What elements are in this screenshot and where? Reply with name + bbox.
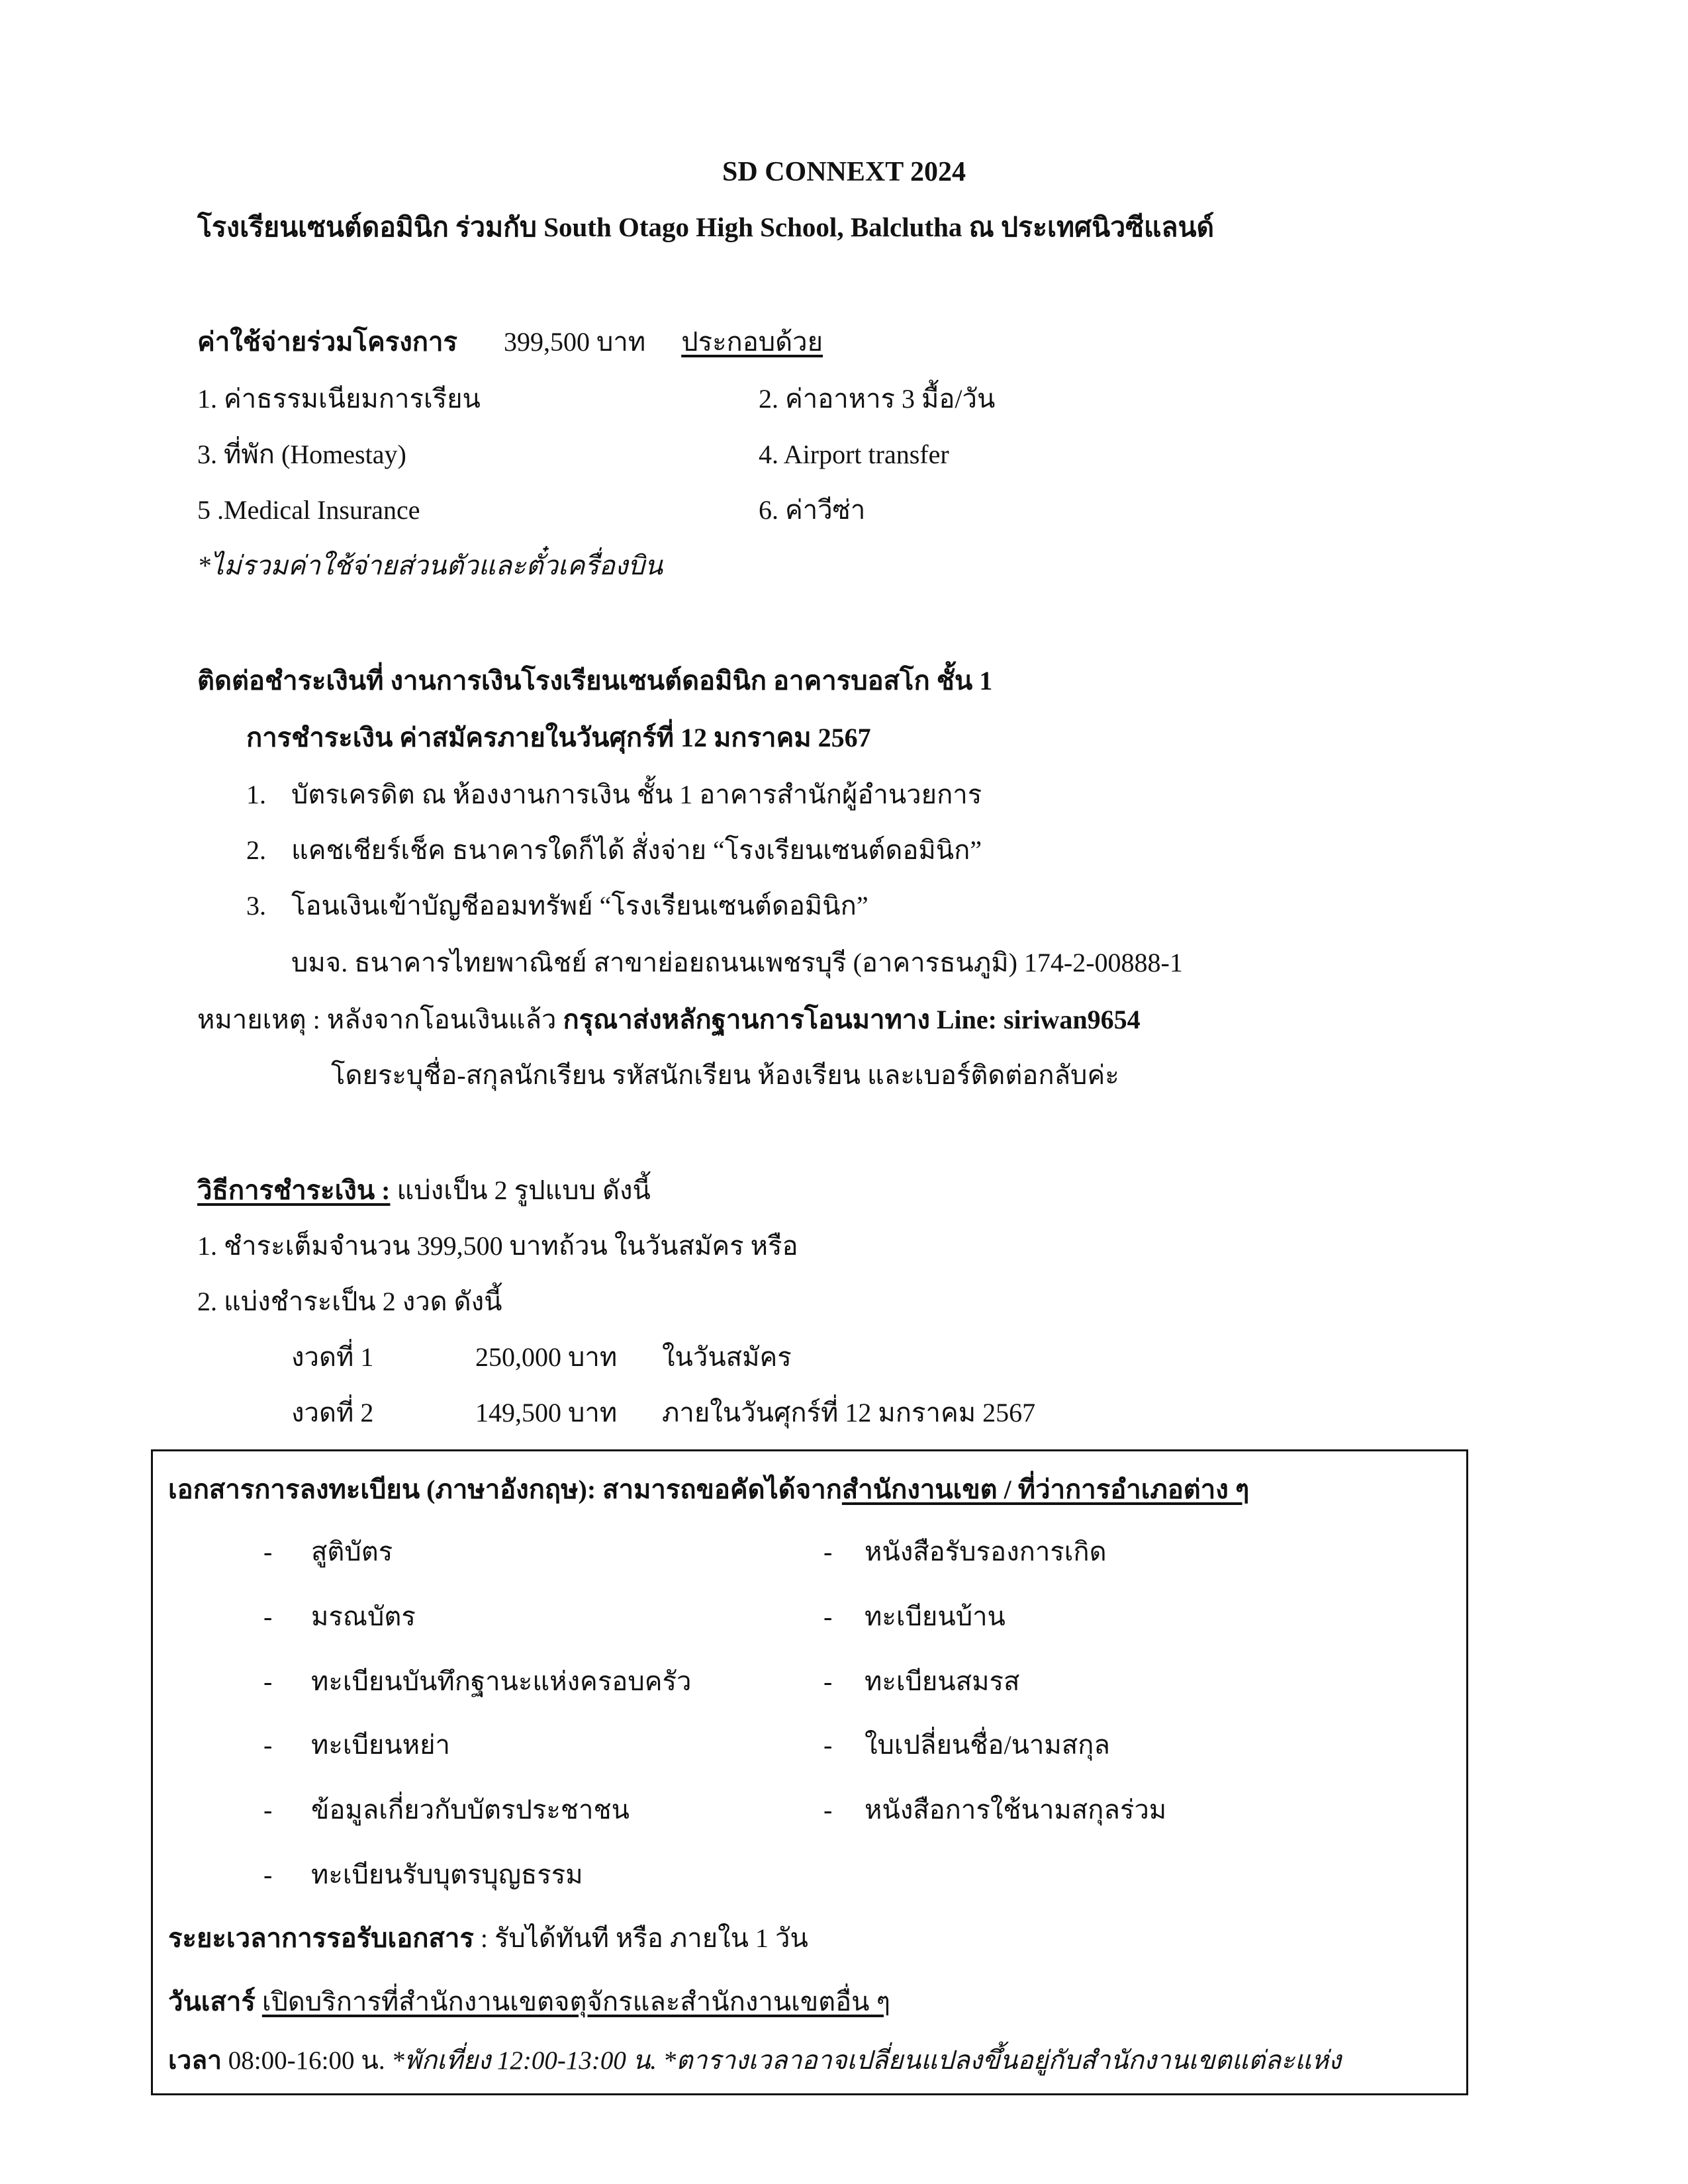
doc-left-dash-3: - (263, 1666, 273, 1696)
cost-item-4: 4. Airport transfer (759, 439, 949, 469)
doc-left-2: มรณบัตร (311, 1602, 416, 1631)
doc-left-6: ทะเบียนรับบุตรบุญธรรม (311, 1860, 583, 1889)
payment-method-3: โอนเงินเข้าบัญชีออมทรัพย์ “โรงเรียนเซนต์ดอมินิก” (291, 891, 868, 921)
wait-line (168, 1923, 808, 1954)
cost-item-5: 5 .Medical Insurance (197, 495, 420, 525)
doc-right-2: ทะเบียนบ้าน (865, 1602, 1006, 1631)
payment-options-heading-line (197, 1175, 651, 1206)
doc-left-5: ข้อมูลเกี่ยวกับบัตรประชาชน (311, 1795, 630, 1825)
installment-1-label: งวดที่ 1 (291, 1342, 374, 1372)
payment-options-heading-rest: แบ่งเป็น 2 รูปแบบ ดังนี้ (390, 1175, 651, 1205)
cost-consists: ประกอบด้วย (681, 327, 823, 357)
payment-deadline: การชำระเงิน ค่าสมัครภายในวันศุกร์ที่ 12 มกราคม 2567 (246, 723, 871, 752)
payment-method-num-3: 3. (246, 891, 266, 921)
remark-line-2: โดยระบุชื่อ-สกุลนักเรียน รหัสนักเรียน ห้องเรียน และเบอร์ติดต่อกลับค่ะ (331, 1060, 1119, 1090)
cost-item-3: 3. ที่พัก (Homestay) (197, 439, 406, 469)
installment-2-label: งวดที่ 2 (291, 1398, 374, 1428)
documents-heading-underlined: สำนักงานเขต / ที่ว่าการอำเภอต่าง ๆ (841, 1475, 1250, 1504)
cost-label: ค่าใช้จ่ายร่วมโครงการ (197, 327, 457, 357)
doc-right-dash-3: - (823, 1666, 833, 1696)
installment-1-amount: 250,000 บาท (475, 1342, 618, 1372)
time-note: *พักเที่ยง 12:00-13:00 น. *ตารางเวลาอาจเปลี่ยนแปลงขึ้นอยู่กับสำนักงานเขตแต่ละแห่ง (391, 2046, 1341, 2075)
cost-note: *ไม่รวมค่าใช้จ่ายส่วนตัวและตั๋วเครื่องบิน (197, 551, 663, 580)
payment-method-num-2: 2. (246, 835, 266, 865)
doc-left-dash-4: - (263, 1730, 273, 1760)
installment-2-amount: 149,500 บาท (475, 1398, 618, 1428)
time-line (168, 2046, 1341, 2076)
doc-right-5: หนังสือการใช้นามสกุลร่วม (865, 1795, 1167, 1825)
time-label: เวลา (168, 2046, 222, 2075)
installment-2-when: ภายในวันศุกร์ที่ 12 มกราคม 2567 (662, 1398, 1036, 1428)
doc-left-4: ทะเบียนหย่า (311, 1730, 450, 1760)
doc-right-dash-2: - (823, 1602, 833, 1631)
cost-item-6: 6. ค่าวีซ่า (759, 495, 866, 525)
payment-method-2: แคชเชียร์เช็ค ธนาคารใดก็ได้ สั่งจ่าย “โรงเรียนเซนต์ดอมินิก” (291, 835, 982, 865)
doc-left-1: สูติบัตร (311, 1537, 393, 1567)
cost-item-1: 1. ค่าธรรมเนียมการเรียน (197, 384, 481, 414)
doc-left-dash-1: - (263, 1537, 273, 1567)
time-text: 08:00-16:00 น. (222, 2046, 392, 2075)
saturday-text: เปิดบริการที่สำนักงานเขตจตุจักรและสำนักงานเขตอื่น ๆ (261, 1987, 891, 2017)
remark-bold: กรุณาส่งหลักฐานการโอนมาทาง Line: siriwan9654 (563, 1005, 1141, 1034)
documents-heading: เอกสารการลงทะเบียน (ภาษาอังกฤษ): สามารถขอคัดได้จาก (168, 1475, 842, 1504)
cost-line (197, 327, 823, 357)
doc-left-dash-5: - (263, 1795, 273, 1825)
doc-right-dash-1: - (823, 1537, 833, 1567)
remark-line (197, 1005, 1141, 1035)
remark-label: หมายเหตุ : หลังจากโอนเงินแล้ว (197, 1005, 563, 1034)
payment-contact-heading: ติดต่อชำระเงินที่ งานการเงินโรงเรียนเซนต์ดอมินิก อาคารบอสโก ชั้น 1 (197, 666, 993, 696)
doc-right-1: หนังสือรับรองการเกิด (865, 1537, 1107, 1567)
saturday-line (168, 1987, 890, 2017)
doc-right-dash-5: - (823, 1795, 833, 1825)
cost-item-2: 2. ค่าอาหาร 3 มื้อ/วัน (759, 384, 996, 414)
payment-option-1: 1. ชำระเต็มจำนวน 399,500 บาทถ้วน ในวันสมัคร หรือ (197, 1231, 798, 1261)
doc-left-3: ทะเบียนบันทึกฐานะแห่งครอบครัว (311, 1666, 692, 1696)
documents-heading-line (168, 1475, 1249, 1505)
payment-option-2: 2. แบ่งชำระเป็น 2 งวด ดังนี้ (197, 1287, 502, 1316)
page-title: SD CONNEXT 2024 (722, 157, 966, 187)
doc-right-dash-4: - (823, 1730, 833, 1760)
installment-1-when: ในวันสมัคร (662, 1342, 792, 1372)
doc-right-3: ทะเบียนสมรส (865, 1666, 1020, 1696)
page-subtitle: โรงเรียนเซนต์ดอมินิก ร่วมกับ South Otago High School, Balclutha ณ ประเทศนิวซีแลนด์ (197, 212, 1215, 242)
payment-method-1: บัตรเครดิต ณ ห้องงานการเงิน ชั้น 1 อาคารสำนักผู้อำนวยการ (291, 780, 982, 809)
doc-left-dash-6: - (263, 1860, 273, 1889)
wait-label: ระยะเวลาการรอรับเอกสาร (168, 1923, 474, 1953)
doc-left-dash-2: - (263, 1602, 273, 1631)
cost-amount: 399,500 บาท (503, 327, 646, 357)
saturday-label: วันเสาร์ (168, 1987, 256, 2017)
payment-method-num-1: 1. (246, 780, 266, 809)
bank-account: บมจ. ธนาคารไทยพาณิชย์ สาขาย่อยถนนเพชรบุรี (อาคารธนภูมิ) 174-2-00888-1 (291, 948, 1183, 978)
payment-options-heading: วิธีการชำระเงิน : (197, 1175, 391, 1205)
wait-text: : รับได้ทันที หรือ ภายใน 1 วัน (473, 1923, 808, 1953)
doc-right-4: ใบเปลี่ยนชื่อ/นามสกุล (865, 1730, 1110, 1760)
